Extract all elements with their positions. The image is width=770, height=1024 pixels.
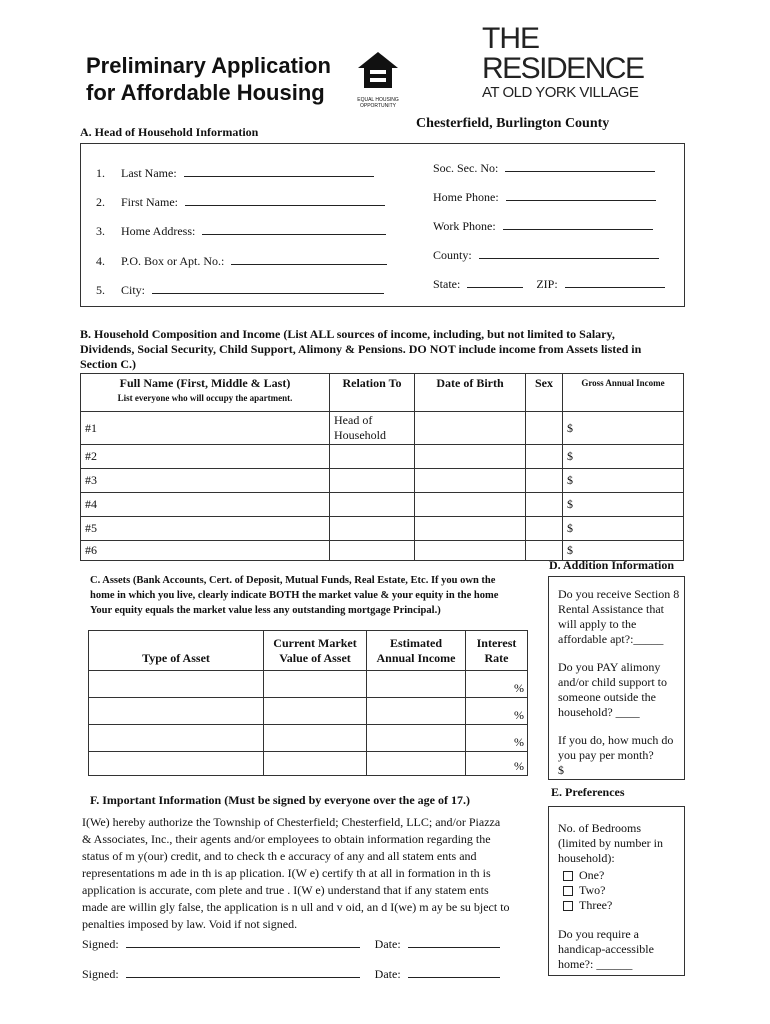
asset-type-cell[interactable]	[89, 671, 264, 698]
signed-label: Signed:	[82, 937, 119, 951]
row-dob[interactable]	[415, 445, 526, 469]
row-sex[interactable]	[526, 493, 563, 517]
row-relation[interactable]	[330, 517, 415, 541]
section-d-box	[548, 576, 685, 780]
asset-market-cell[interactable]	[264, 752, 367, 776]
section-d-heading: D. Addition Information	[549, 558, 675, 572]
county-label: County:	[433, 248, 472, 262]
row-relation[interactable]	[330, 493, 415, 517]
table-row	[89, 671, 528, 698]
date-label: Date:	[374, 937, 401, 951]
signed-label: Signed:	[82, 967, 119, 981]
table-row	[81, 445, 684, 469]
a-field-state-zip	[433, 275, 665, 292]
home-phone-field[interactable]	[506, 188, 656, 201]
a-field-city: 5. City:	[96, 281, 384, 298]
col-annual-income: Estimated Annual Income	[367, 631, 466, 671]
residence-logo	[482, 24, 644, 102]
a-field-first-name: 2. First Name:	[96, 193, 385, 210]
row-relation[interactable]	[330, 469, 415, 493]
location-text: Chesterfield, Burlington County	[416, 116, 610, 131]
authorization-paragraph: I(We) hereby authorize the Township of Chesterfield; Chesterfield, LLC; and/or Piazza & Associates, Inc., their agents and/or employees to obtain information regarding the status of m y(our) credit, and to check th e accuracy of any and all statem ents and representations m ade in th is ap plication. I(W e) certify th at all in formation in th is application is accurate, com plete and true . I(W e) understand that if any statem ents made are willin gly false, the application is n ull and v oid, an d I(we) m ay be su bject to penalties imposed by law. Void if not signed.	[82, 815, 510, 931]
household-header-row	[81, 374, 684, 412]
row-sex[interactable]	[526, 445, 563, 469]
asset-income-cell[interactable]	[367, 698, 466, 725]
row-income[interactable]: $	[563, 469, 684, 493]
row-dob[interactable]	[415, 541, 526, 561]
section-a-heading: A. Head of Household Information	[80, 125, 259, 139]
state-field[interactable]	[467, 275, 523, 288]
asset-market-cell[interactable]	[264, 698, 367, 725]
signature-field[interactable]	[126, 935, 360, 948]
row-relation[interactable]	[330, 541, 415, 561]
a-field-last-name: 1. Last Name:	[96, 164, 374, 181]
title-line-2: for Affordable Housing	[86, 80, 325, 105]
checkbox-icon[interactable]	[563, 886, 573, 896]
row-sex[interactable]	[526, 412, 563, 445]
bedrooms-question: No. of Bedrooms (limited by number in household):	[558, 821, 663, 865]
row-num: #4	[81, 493, 330, 517]
table-row	[81, 469, 684, 493]
row-income[interactable]: $	[563, 493, 684, 517]
state-label: State:	[433, 277, 461, 291]
asset-income-cell[interactable]	[367, 671, 466, 698]
asset-rate-cell[interactable]: %	[466, 725, 528, 752]
first-name-label: First Name:	[121, 195, 178, 209]
home-phone-label: Home Phone:	[433, 190, 499, 204]
work-phone-field[interactable]	[503, 217, 653, 230]
option-two[interactable]: Two?	[563, 883, 684, 898]
a-field-home-address: 3. Home Address:	[96, 222, 386, 239]
date-field[interactable]	[408, 965, 500, 978]
monthly-payment-answer[interactable]: $	[558, 763, 564, 777]
table-row	[89, 698, 528, 725]
asset-market-cell[interactable]	[264, 725, 367, 752]
alimony-question: Do you PAY alimony and/or child support to someone outside the household? ____	[549, 647, 684, 720]
page-title	[86, 52, 331, 106]
section-b-heading: B. Household Composition and Income (List ALL sources of income, including, but not limited to Salary, Dividends, Social Security, Child Support, Alimony & Pensions. DO NOT include income from Assets listed in Section C.)	[80, 327, 642, 371]
signature-line-1	[82, 935, 500, 952]
row-income[interactable]: $	[563, 445, 684, 469]
city-field[interactable]	[152, 281, 384, 294]
city-label: City:	[121, 283, 146, 297]
row-relation[interactable]	[330, 445, 415, 469]
home-address-field[interactable]	[202, 222, 386, 235]
col-gross-income: Gross Annual Income	[563, 374, 684, 412]
section8-answer[interactable]: affordable apt?:_____	[558, 632, 664, 646]
work-phone-label: Work Phone:	[433, 219, 496, 233]
po-box-field[interactable]	[231, 252, 387, 265]
table-row	[89, 752, 528, 776]
asset-market-cell[interactable]	[264, 671, 367, 698]
table-row	[81, 412, 684, 445]
row-num: #6	[81, 541, 330, 561]
row-income[interactable]: $	[563, 517, 684, 541]
county-field[interactable]	[479, 246, 659, 259]
row-dob[interactable]	[415, 469, 526, 493]
eho-caption: EQUAL HOUSING OPPORTUNITY	[357, 97, 399, 109]
col-interest-rate: Interest Rate	[466, 631, 528, 671]
col-full-name: Full Name (First, Middle & Last) List everyone who will occupy the apartment.	[81, 374, 330, 412]
a-field-ssn	[433, 159, 655, 176]
a-field-county	[433, 246, 659, 263]
row-income[interactable]: $	[563, 541, 684, 561]
logo-line-2: RESIDENCE	[482, 52, 644, 85]
assets-header-row	[89, 631, 528, 671]
bedroom-options	[549, 866, 684, 913]
zip-label: ZIP:	[536, 277, 558, 291]
section-c-text: C. Assets (Bank Accounts, Cert. of Deposit, Mutual Funds, Real Estate, Etc. If you own the home in which you live, clearly indicate BOTH the market value & your equity in the home Your equity equals the market value less any outstanding mortgage Principal.)	[90, 575, 499, 616]
home-address-label: Home Address:	[121, 224, 196, 238]
table-row	[81, 493, 684, 517]
asset-rate-cell[interactable]: %	[466, 698, 528, 725]
asset-type-cell[interactable]	[89, 698, 264, 725]
row-dob[interactable]	[415, 493, 526, 517]
asset-income-cell[interactable]	[367, 725, 466, 752]
table-row	[81, 517, 684, 541]
col-market-value: Current Market Value of Asset	[264, 631, 367, 671]
handicap-question: Do you require a handicap-accessible home?: ______	[549, 913, 684, 972]
col-relation: Relation To	[330, 374, 415, 412]
logo-line-1: THE	[482, 22, 539, 55]
date-label: Date:	[374, 967, 401, 981]
row-sex[interactable]	[526, 517, 563, 541]
option-one[interactable]: One?	[563, 868, 684, 883]
assets-table	[88, 630, 528, 776]
a-field-home-phone	[433, 188, 656, 205]
row-num: #5	[81, 517, 330, 541]
equal-housing-icon	[356, 50, 400, 109]
asset-rate-cell[interactable]: %	[466, 671, 528, 698]
a-field-po-box: 4. P.O. Box or Apt. No.:	[96, 252, 387, 269]
asset-income-cell[interactable]	[367, 752, 466, 776]
row-sex[interactable]	[526, 469, 563, 493]
checkbox-icon[interactable]	[563, 901, 573, 911]
zip-field[interactable]	[565, 275, 665, 288]
section-f-heading: F. Important Information (Must be signed by everyone over the age of 17.)	[90, 793, 470, 807]
household-table	[80, 373, 684, 561]
signature-line-2	[82, 965, 500, 982]
logo-line-3: AT OLD YORK VILLAGE	[482, 84, 639, 101]
section-e-heading: E. Preferences	[551, 785, 625, 799]
option-three[interactable]: Three?	[563, 898, 684, 913]
row-num: #3	[81, 469, 330, 493]
date-field[interactable]	[408, 935, 500, 948]
monthly-payment-question: If you do, how much do you pay per month? $	[549, 720, 684, 778]
asset-type-cell[interactable]	[89, 752, 264, 776]
po-box-label: P.O. Box or Apt. No.:	[121, 254, 225, 268]
row-income[interactable]: $	[563, 412, 684, 445]
last-name-label: Last Name:	[121, 166, 177, 180]
row-dob[interactable]	[415, 517, 526, 541]
ssn-field[interactable]	[505, 159, 655, 172]
col-type-of-asset: Type of Asset	[89, 631, 264, 671]
signature-field[interactable]	[126, 965, 360, 978]
asset-rate-cell[interactable]: %	[466, 752, 528, 776]
asset-type-cell[interactable]	[89, 725, 264, 752]
row-num: #2	[81, 445, 330, 469]
row-dob[interactable]	[415, 412, 526, 445]
a-field-work-phone	[433, 217, 653, 234]
table-row	[89, 725, 528, 752]
first-name-field[interactable]	[185, 193, 385, 206]
last-name-field[interactable]	[184, 164, 374, 177]
row-num: #1	[81, 412, 330, 445]
section8-question: Do you receive Section 8 Rental Assistance that will apply to the affordable apt?:_____	[549, 577, 684, 647]
row-relation[interactable]: Head of Household	[330, 412, 415, 445]
handicap-answer[interactable]: home?: ______	[558, 957, 633, 971]
checkbox-icon[interactable]	[563, 871, 573, 881]
col-dob: Date of Birth	[415, 374, 526, 412]
ssn-label: Soc. Sec. No:	[433, 161, 499, 175]
title-line-1: Preliminary Application	[86, 53, 331, 78]
col-sex: Sex	[526, 374, 563, 412]
section-e-box	[548, 806, 685, 976]
alimony-answer[interactable]: household? ____	[558, 705, 640, 719]
